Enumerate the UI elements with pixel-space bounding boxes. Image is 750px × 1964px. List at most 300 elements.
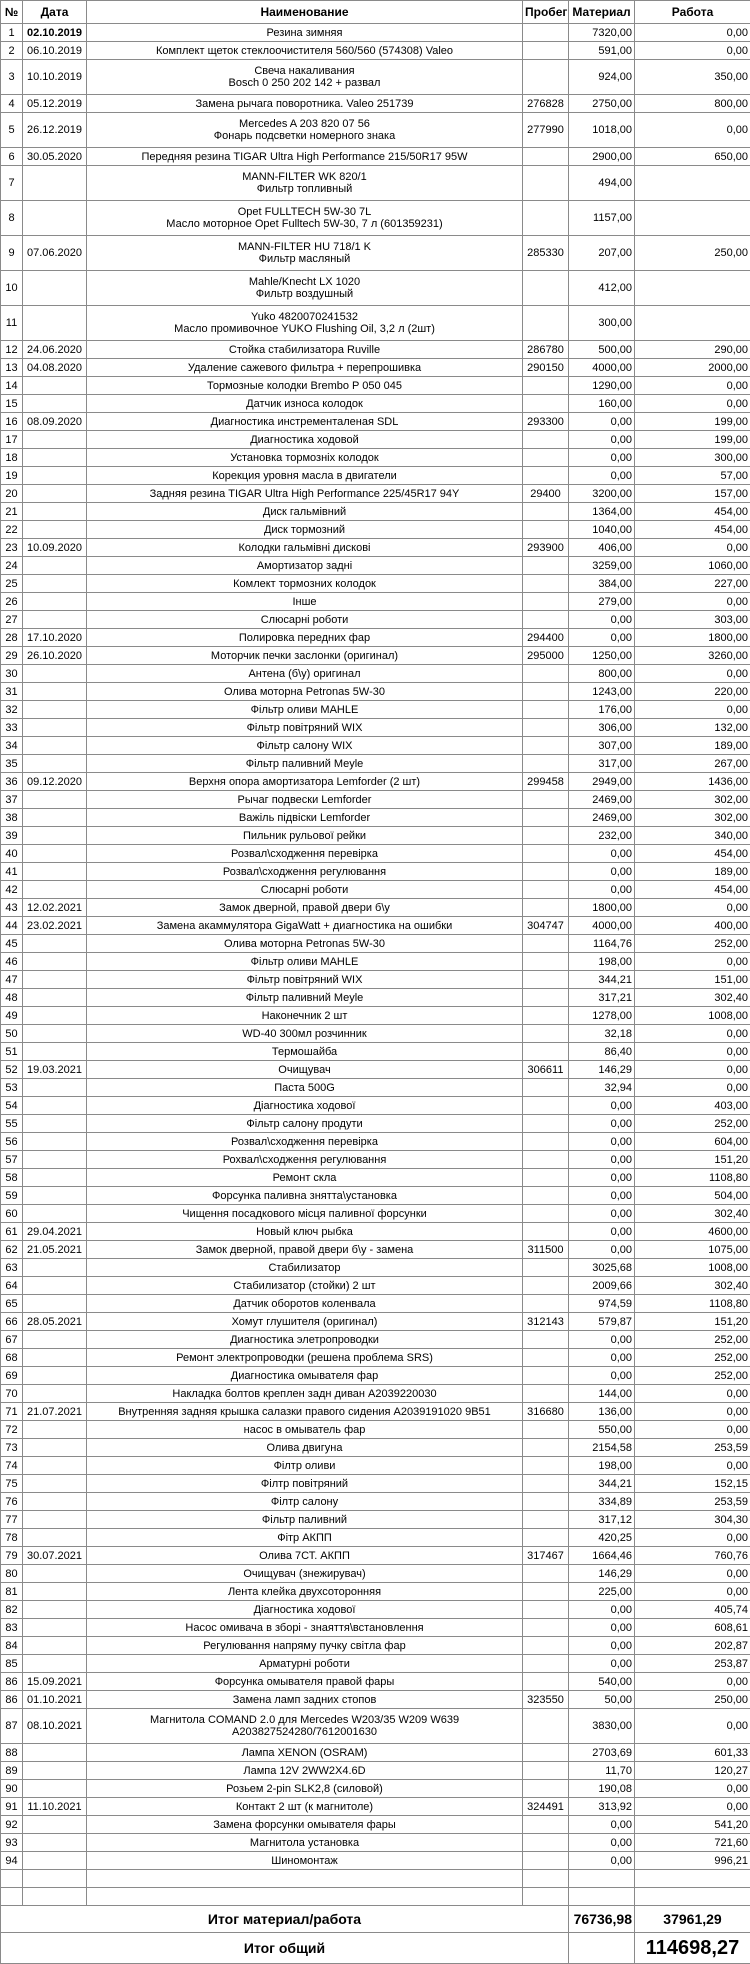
row-number: 64 bbox=[1, 1277, 23, 1295]
row-work-cost: 253,59 bbox=[635, 1439, 750, 1457]
row-number: 54 bbox=[1, 1097, 23, 1115]
row-material-cost: 2154,58 bbox=[569, 1439, 635, 1457]
grand-total-label: Итог общий bbox=[1, 1933, 569, 1964]
row-work-cost: 0,00 bbox=[635, 701, 750, 719]
row-item-name: Розвал\сходження регулювання bbox=[87, 863, 523, 881]
row-item-name: Стойка стабилизатора Ruville bbox=[87, 341, 523, 359]
row-number: 90 bbox=[1, 1780, 23, 1798]
row-material-cost: 579,87 bbox=[569, 1313, 635, 1331]
row-item-name: Амортизатор задні bbox=[87, 557, 523, 575]
row-item-name: Наконечник 2 шт bbox=[87, 1007, 523, 1025]
row-date bbox=[23, 1043, 87, 1061]
row-material-cost: 4000,00 bbox=[569, 917, 635, 935]
row-date bbox=[23, 166, 87, 201]
row-work-cost: 290,00 bbox=[635, 341, 750, 359]
row-number: 32 bbox=[1, 701, 23, 719]
row-material-cost: 207,00 bbox=[569, 236, 635, 271]
row-date: 04.08.2020 bbox=[23, 359, 87, 377]
row-odometer bbox=[523, 755, 569, 773]
row-item-name: Диагностика омывателя фар bbox=[87, 1367, 523, 1385]
row-odometer bbox=[523, 1349, 569, 1367]
row-date: 07.06.2020 bbox=[23, 236, 87, 271]
table-row bbox=[1, 148, 750, 166]
row-odometer bbox=[523, 1223, 569, 1241]
row-work-cost: 0,00 bbox=[635, 24, 750, 42]
row-odometer bbox=[523, 1493, 569, 1511]
row-work-cost: 996,21 bbox=[635, 1852, 750, 1870]
row-work-cost: 0,00 bbox=[635, 113, 750, 148]
row-item-name: Новый ключ рыбка bbox=[87, 1223, 523, 1241]
row-item-name: Чищення посадкового місця паливної форсунки bbox=[87, 1205, 523, 1223]
header-work: Работа bbox=[635, 1, 750, 24]
row-item-name: Замена форсунки омывателя фары bbox=[87, 1816, 523, 1834]
row-material-cost: 591,00 bbox=[569, 42, 635, 60]
row-number: 1 bbox=[1, 24, 23, 42]
table-row bbox=[1, 395, 750, 413]
row-odometer bbox=[523, 1079, 569, 1097]
table-row bbox=[1, 899, 750, 917]
row-date bbox=[23, 1205, 87, 1223]
row-work-cost: 350,00 bbox=[635, 60, 750, 95]
row-work-cost: 1436,00 bbox=[635, 773, 750, 791]
row-number: 9 bbox=[1, 236, 23, 271]
row-number: 11 bbox=[1, 306, 23, 341]
row-item-name: Фільтр паливний bbox=[87, 1511, 523, 1529]
row-odometer bbox=[523, 575, 569, 593]
row-number: 92 bbox=[1, 1816, 23, 1834]
row-item-name: Діагностика ходової bbox=[87, 1097, 523, 1115]
row-odometer: 316680 bbox=[523, 1403, 569, 1421]
row-odometer bbox=[523, 1133, 569, 1151]
row-date: 29.04.2021 bbox=[23, 1223, 87, 1241]
row-material-cost: 0,00 bbox=[569, 1834, 635, 1852]
row-material-cost: 0,00 bbox=[569, 1133, 635, 1151]
row-odometer bbox=[523, 809, 569, 827]
row-number: 51 bbox=[1, 1043, 23, 1061]
table-row bbox=[1, 1691, 750, 1709]
row-date bbox=[23, 1151, 87, 1169]
row-number: 3 bbox=[1, 60, 23, 95]
row-date bbox=[23, 1511, 87, 1529]
row-number: 71 bbox=[1, 1403, 23, 1421]
table-row bbox=[1, 1205, 750, 1223]
table-row bbox=[1, 773, 750, 791]
row-date bbox=[23, 611, 87, 629]
row-odometer bbox=[523, 827, 569, 845]
row-work-cost: 0,00 bbox=[635, 1025, 750, 1043]
row-work-cost: 0,00 bbox=[635, 1061, 750, 1079]
row-material-cost: 0,00 bbox=[569, 611, 635, 629]
row-material-cost: 317,21 bbox=[569, 989, 635, 1007]
table-row bbox=[1, 413, 750, 431]
row-date bbox=[23, 1367, 87, 1385]
row-number: 37 bbox=[1, 791, 23, 809]
row-material-cost: 0,00 bbox=[569, 431, 635, 449]
row-material-cost: 0,00 bbox=[569, 1852, 635, 1870]
row-material-cost: 1290,00 bbox=[569, 377, 635, 395]
table-row bbox=[1, 881, 750, 899]
row-odometer bbox=[523, 1709, 569, 1744]
row-date bbox=[23, 377, 87, 395]
row-work-cost: 250,00 bbox=[635, 236, 750, 271]
table-row bbox=[1, 1079, 750, 1097]
row-item-name: Філтр оливи bbox=[87, 1457, 523, 1475]
row-date bbox=[23, 593, 87, 611]
table-row bbox=[1, 1834, 750, 1852]
row-number: 23 bbox=[1, 539, 23, 557]
row-odometer bbox=[523, 665, 569, 683]
row-number: 43 bbox=[1, 899, 23, 917]
table-row bbox=[1, 201, 750, 236]
row-date bbox=[23, 467, 87, 485]
row-date bbox=[23, 1637, 87, 1655]
row-item-name: Стабилизатор bbox=[87, 1259, 523, 1277]
row-work-cost: 220,00 bbox=[635, 683, 750, 701]
row-work-cost: 57,00 bbox=[635, 467, 750, 485]
row-number: 76 bbox=[1, 1493, 23, 1511]
row-work-cost: 0,00 bbox=[635, 1583, 750, 1601]
row-odometer bbox=[523, 881, 569, 899]
row-odometer bbox=[523, 1277, 569, 1295]
table-row bbox=[1, 683, 750, 701]
row-number: 19 bbox=[1, 467, 23, 485]
header-num: № bbox=[1, 1, 23, 24]
row-item-name: Очищувач bbox=[87, 1061, 523, 1079]
table-row bbox=[1, 1151, 750, 1169]
row-material-cost: 190,08 bbox=[569, 1780, 635, 1798]
row-odometer: 294400 bbox=[523, 629, 569, 647]
row-date: 17.10.2020 bbox=[23, 629, 87, 647]
row-odometer: 317467 bbox=[523, 1547, 569, 1565]
row-odometer bbox=[523, 1816, 569, 1834]
row-number: 83 bbox=[1, 1619, 23, 1637]
row-work-cost: 157,00 bbox=[635, 485, 750, 503]
table-row bbox=[1, 845, 750, 863]
row-material-cost: 2750,00 bbox=[569, 95, 635, 113]
row-odometer bbox=[523, 1583, 569, 1601]
row-date bbox=[23, 989, 87, 1007]
row-date bbox=[23, 701, 87, 719]
row-number: 67 bbox=[1, 1331, 23, 1349]
row-date: 15.09.2021 bbox=[23, 1673, 87, 1691]
row-item-name: Стабилизатор (стойки) 2 шт bbox=[87, 1277, 523, 1295]
row-item-name: Рычаг подвески Lemforder bbox=[87, 791, 523, 809]
table-row bbox=[1, 271, 750, 306]
row-item-name: Хомут глушителя (оригинал) bbox=[87, 1313, 523, 1331]
row-work-cost: 1060,00 bbox=[635, 557, 750, 575]
row-material-cost: 1040,00 bbox=[569, 521, 635, 539]
row-number: 85 bbox=[1, 1655, 23, 1673]
row-date bbox=[23, 1331, 87, 1349]
row-date: 30.07.2021 bbox=[23, 1547, 87, 1565]
material-total: 76736,98 bbox=[569, 1906, 635, 1933]
row-item-name: Форсунка омывателя правой фары bbox=[87, 1673, 523, 1691]
row-item-name: Фільтр оливи MAHLE bbox=[87, 701, 523, 719]
row-item-name: Ремонт скла bbox=[87, 1169, 523, 1187]
row-date bbox=[23, 881, 87, 899]
blank-row bbox=[1, 1888, 750, 1906]
row-odometer bbox=[523, 1151, 569, 1169]
row-date bbox=[23, 845, 87, 863]
row-date bbox=[23, 1583, 87, 1601]
row-work-cost: 302,40 bbox=[635, 1277, 750, 1295]
blank-cell bbox=[1, 1888, 23, 1906]
row-work-cost: 0,00 bbox=[635, 1079, 750, 1097]
table-row bbox=[1, 1277, 750, 1295]
row-number: 63 bbox=[1, 1259, 23, 1277]
row-item-name: Opet FULLTECH 5W-30 7L Масло моторное Opet Fulltech 5W-30, 7 л (601359231) bbox=[87, 201, 523, 236]
row-item-name: Олива моторна Petronas 5W-30 bbox=[87, 935, 523, 953]
row-number: 80 bbox=[1, 1565, 23, 1583]
table-row bbox=[1, 1637, 750, 1655]
row-odometer: 285330 bbox=[523, 236, 569, 271]
row-work-cost: 454,00 bbox=[635, 503, 750, 521]
table-row bbox=[1, 629, 750, 647]
table-row bbox=[1, 1007, 750, 1025]
row-number: 72 bbox=[1, 1421, 23, 1439]
row-number: 7 bbox=[1, 166, 23, 201]
blank-cell bbox=[635, 1888, 750, 1906]
row-item-name: Антена (б\у) оригинал bbox=[87, 665, 523, 683]
row-date: 09.12.2020 bbox=[23, 773, 87, 791]
row-item-name: Діагностика ходової bbox=[87, 1601, 523, 1619]
row-work-cost: 250,00 bbox=[635, 1691, 750, 1709]
table-row bbox=[1, 1295, 750, 1313]
table-row bbox=[1, 1331, 750, 1349]
row-material-cost: 924,00 bbox=[569, 60, 635, 95]
table-row bbox=[1, 377, 750, 395]
row-number: 62 bbox=[1, 1241, 23, 1259]
row-material-cost: 306,00 bbox=[569, 719, 635, 737]
row-material-cost: 384,00 bbox=[569, 575, 635, 593]
row-odometer bbox=[523, 395, 569, 413]
row-material-cost: 198,00 bbox=[569, 953, 635, 971]
row-work-cost: 2000,00 bbox=[635, 359, 750, 377]
table-row bbox=[1, 1241, 750, 1259]
row-odometer bbox=[523, 1565, 569, 1583]
table-row bbox=[1, 1601, 750, 1619]
row-number: 84 bbox=[1, 1637, 23, 1655]
row-item-name: Фільтр оливи MAHLE bbox=[87, 953, 523, 971]
table-row bbox=[1, 1043, 750, 1061]
row-item-name: Yuko 4820070241532 Масло промивочное YUKO Flushing Oil, 3,2 л (2шт) bbox=[87, 306, 523, 341]
row-material-cost: 974,59 bbox=[569, 1295, 635, 1313]
row-work-cost: 199,00 bbox=[635, 413, 750, 431]
row-work-cost: 1108,80 bbox=[635, 1295, 750, 1313]
table-row bbox=[1, 1655, 750, 1673]
table-row bbox=[1, 1457, 750, 1475]
row-item-name: Колодки гальмівні дискові bbox=[87, 539, 523, 557]
row-odometer: 290150 bbox=[523, 359, 569, 377]
table-row bbox=[1, 485, 750, 503]
row-date: 23.02.2021 bbox=[23, 917, 87, 935]
table-row bbox=[1, 166, 750, 201]
row-material-cost: 3200,00 bbox=[569, 485, 635, 503]
row-odometer bbox=[523, 989, 569, 1007]
row-number: 79 bbox=[1, 1547, 23, 1565]
row-material-cost: 1664,46 bbox=[569, 1547, 635, 1565]
row-material-cost: 0,00 bbox=[569, 1349, 635, 1367]
row-item-name: Замок дверной, правой двери б\у - замена bbox=[87, 1241, 523, 1259]
row-item-name: Паста 500G bbox=[87, 1079, 523, 1097]
row-work-cost: 760,76 bbox=[635, 1547, 750, 1565]
row-date: 10.09.2020 bbox=[23, 539, 87, 557]
row-material-cost: 11,70 bbox=[569, 1762, 635, 1780]
row-number: 89 bbox=[1, 1762, 23, 1780]
row-item-name: Розвал\сходження перевірка bbox=[87, 1133, 523, 1151]
blank-cell bbox=[569, 1888, 635, 1906]
row-item-name: Замена акаммулятора GigaWatt + диагностика на ошибки bbox=[87, 917, 523, 935]
table-row bbox=[1, 1709, 750, 1744]
row-work-cost: 0,00 bbox=[635, 1457, 750, 1475]
row-work-cost: 400,00 bbox=[635, 917, 750, 935]
row-number: 42 bbox=[1, 881, 23, 899]
table-row bbox=[1, 306, 750, 341]
row-material-cost: 50,00 bbox=[569, 1691, 635, 1709]
row-date bbox=[23, 1493, 87, 1511]
row-odometer bbox=[523, 467, 569, 485]
row-work-cost: 721,60 bbox=[635, 1834, 750, 1852]
row-odometer bbox=[523, 863, 569, 881]
row-odometer: 304747 bbox=[523, 917, 569, 935]
row-item-name: Філтр повітряний bbox=[87, 1475, 523, 1493]
table-row bbox=[1, 1403, 750, 1421]
row-material-cost: 300,00 bbox=[569, 306, 635, 341]
row-number: 70 bbox=[1, 1385, 23, 1403]
table-row bbox=[1, 1169, 750, 1187]
row-material-cost: 0,00 bbox=[569, 1601, 635, 1619]
table-row bbox=[1, 1852, 750, 1870]
row-date bbox=[23, 485, 87, 503]
row-number: 68 bbox=[1, 1349, 23, 1367]
row-date bbox=[23, 521, 87, 539]
row-number: 73 bbox=[1, 1439, 23, 1457]
row-item-name: Накладка болтов креплен задн диван A2039220030 bbox=[87, 1385, 523, 1403]
row-work-cost: 403,00 bbox=[635, 1097, 750, 1115]
row-odometer bbox=[523, 557, 569, 575]
row-date bbox=[23, 271, 87, 306]
row-work-cost: 0,00 bbox=[635, 42, 750, 60]
row-number: 24 bbox=[1, 557, 23, 575]
table-row bbox=[1, 42, 750, 60]
row-date bbox=[23, 809, 87, 827]
row-odometer: 293900 bbox=[523, 539, 569, 557]
row-material-cost: 0,00 bbox=[569, 1187, 635, 1205]
totals-split-label: Итог материал/работа bbox=[1, 1906, 569, 1933]
row-number: 34 bbox=[1, 737, 23, 755]
row-odometer: 299458 bbox=[523, 773, 569, 791]
row-work-cost: 1075,00 bbox=[635, 1241, 750, 1259]
row-material-cost: 0,00 bbox=[569, 1241, 635, 1259]
row-number: 60 bbox=[1, 1205, 23, 1223]
header-material: Материал bbox=[569, 1, 635, 24]
row-number: 14 bbox=[1, 377, 23, 395]
row-work-cost: 0,00 bbox=[635, 1421, 750, 1439]
row-item-name: Шиномонтаж bbox=[87, 1852, 523, 1870]
row-date bbox=[23, 557, 87, 575]
row-material-cost: 1278,00 bbox=[569, 1007, 635, 1025]
grand-total-row bbox=[1, 1933, 750, 1964]
row-date bbox=[23, 1816, 87, 1834]
row-date: 24.06.2020 bbox=[23, 341, 87, 359]
row-date bbox=[23, 1619, 87, 1637]
row-date: 21.07.2021 bbox=[23, 1403, 87, 1421]
row-material-cost: 0,00 bbox=[569, 467, 635, 485]
row-item-name: Олива моторна Petronas 5W-30 bbox=[87, 683, 523, 701]
row-material-cost: 32,18 bbox=[569, 1025, 635, 1043]
row-number: 40 bbox=[1, 845, 23, 863]
row-odometer bbox=[523, 1115, 569, 1133]
row-work-cost: 267,00 bbox=[635, 755, 750, 773]
row-date bbox=[23, 1601, 87, 1619]
row-date: 19.03.2021 bbox=[23, 1061, 87, 1079]
row-number: 26 bbox=[1, 593, 23, 611]
row-work-cost: 608,61 bbox=[635, 1619, 750, 1637]
row-item-name: Передняя резина TIGAR Ultra High Performance 215/50R17 95W bbox=[87, 148, 523, 166]
row-odometer: 324491 bbox=[523, 1798, 569, 1816]
blank-cell bbox=[523, 1888, 569, 1906]
row-number: 58 bbox=[1, 1169, 23, 1187]
blank-row bbox=[1, 1870, 750, 1888]
row-work-cost: 0,00 bbox=[635, 899, 750, 917]
table-row bbox=[1, 1529, 750, 1547]
table-row bbox=[1, 557, 750, 575]
row-work-cost: 454,00 bbox=[635, 881, 750, 899]
row-date bbox=[23, 1079, 87, 1097]
row-date bbox=[23, 1565, 87, 1583]
row-material-cost: 176,00 bbox=[569, 701, 635, 719]
row-odometer bbox=[523, 1762, 569, 1780]
table-row bbox=[1, 1115, 750, 1133]
row-odometer bbox=[523, 1025, 569, 1043]
row-material-cost: 86,40 bbox=[569, 1043, 635, 1061]
row-date: 11.10.2021 bbox=[23, 1798, 87, 1816]
row-work-cost: 252,00 bbox=[635, 935, 750, 953]
row-item-name: Магнитола установка bbox=[87, 1834, 523, 1852]
row-date bbox=[23, 503, 87, 521]
row-material-cost: 0,00 bbox=[569, 413, 635, 431]
row-material-cost: 0,00 bbox=[569, 1223, 635, 1241]
row-number: 2 bbox=[1, 42, 23, 60]
row-odometer bbox=[523, 899, 569, 917]
row-number: 30 bbox=[1, 665, 23, 683]
row-material-cost: 494,00 bbox=[569, 166, 635, 201]
table-row bbox=[1, 1421, 750, 1439]
row-item-name: Фільтр салону продути bbox=[87, 1115, 523, 1133]
row-number: 61 bbox=[1, 1223, 23, 1241]
row-material-cost: 3025,68 bbox=[569, 1259, 635, 1277]
row-date bbox=[23, 1457, 87, 1475]
row-odometer: 276828 bbox=[523, 95, 569, 113]
row-work-cost: 0,00 bbox=[635, 665, 750, 683]
table-row bbox=[1, 953, 750, 971]
row-material-cost: 3830,00 bbox=[569, 1709, 635, 1744]
table-row bbox=[1, 1061, 750, 1079]
table-row bbox=[1, 791, 750, 809]
row-item-name: WD-40 300мл розчинник bbox=[87, 1025, 523, 1043]
header-odometer: Пробег bbox=[523, 1, 569, 24]
table-row bbox=[1, 593, 750, 611]
table-row bbox=[1, 341, 750, 359]
row-item-name: Арматурні роботи bbox=[87, 1655, 523, 1673]
row-date bbox=[23, 755, 87, 773]
row-work-cost: 1108,80 bbox=[635, 1169, 750, 1187]
row-work-cost: 253,87 bbox=[635, 1655, 750, 1673]
table-row bbox=[1, 1133, 750, 1151]
row-number: 59 bbox=[1, 1187, 23, 1205]
row-odometer bbox=[523, 503, 569, 521]
row-odometer bbox=[523, 1655, 569, 1673]
